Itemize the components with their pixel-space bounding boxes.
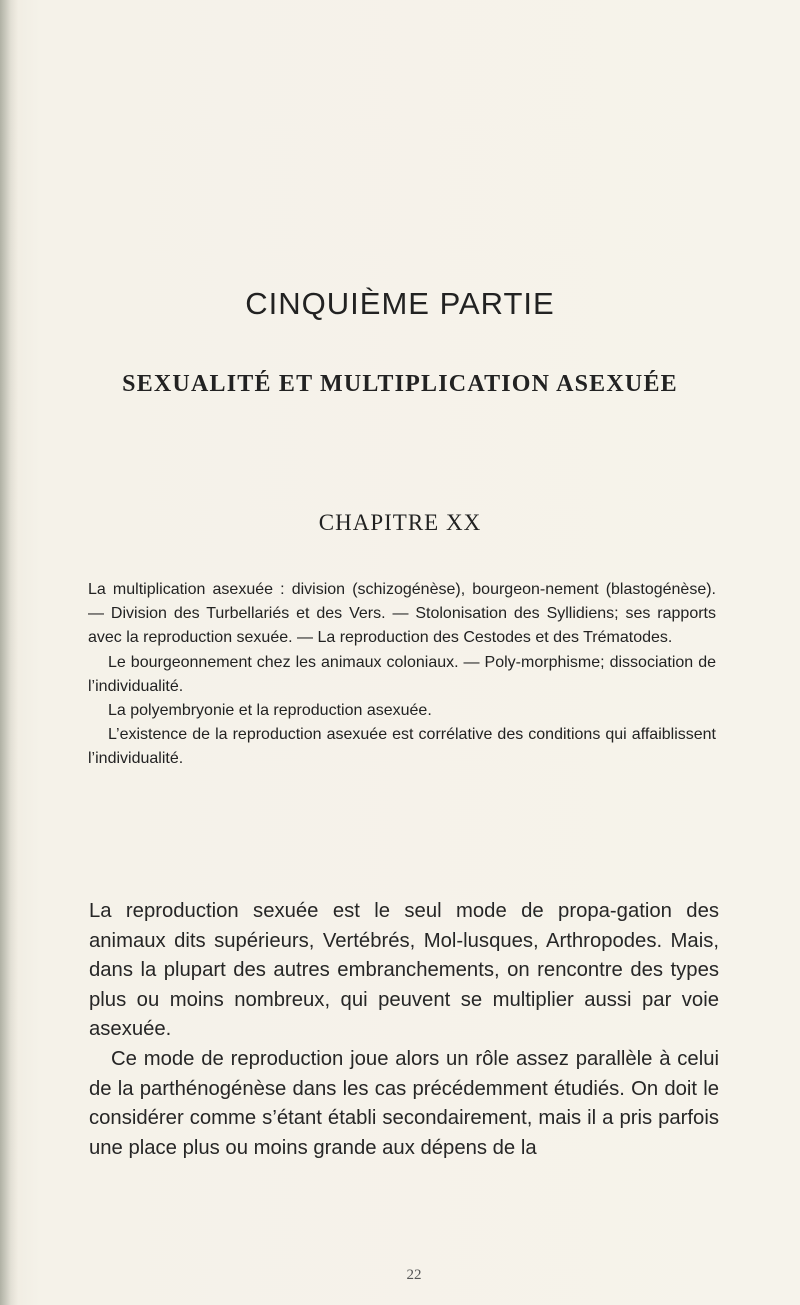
summary-paragraph: La multiplication asexuée : division (schizogénèse), bourgeon-nement (blastogénèse). — Division des Turbellariés et des Vers. — Stolonisation des Syllidiens; ses rapports avec la reproduction sexuée. — La reproduction des Cestodes et des Trématodes. — [88, 581, 716, 647]
body-text — [89, 897, 719, 1163]
part-title: SEXUALITÉ ET MULTIPLICATION ASEXUÉE — [122, 371, 678, 397]
body-paragraph: La reproduction sexuée est le seul mode de propa-gation des animaux dits supérieurs, Vertébrés, Mol-lusques, Arthropodes. Mais, dans la plupart des autres embranchements, on rencontre des types plus ou moins nombreux, qui peuvent se multiplier aussi par voie asexuée. — [89, 900, 719, 1041]
body-paragraph: Ce mode de reproduction joue alors un rôle assez parallèle à celui de la parthénogénèse dans les cas précédemment étudiés. On doit le considérer comme s’étant établi secondairement, mais il a pris parfois une place plus ou moins grande aux dépens de la — [89, 1047, 719, 1159]
chapter-heading: CHAPITRE XX — [318, 510, 482, 535]
part-heading: CINQUIÈME PARTIE — [245, 286, 555, 321]
page-binding-shadow — [0, 0, 18, 1305]
page-number: 22 — [406, 1267, 422, 1283]
summary-paragraph: Le bourgeonnement chez les animaux coloniaux. — Poly-morphisme; dissociation de l’individualité. — [88, 653, 716, 695]
summary-paragraph: L’existence de la reproduction asexuée est corrélative des conditions qui affaiblissent l’individualité. — [88, 726, 716, 768]
chapter-summary — [88, 578, 716, 772]
summary-paragraph: La polyembryonie et la reproduction asexuée. — [108, 702, 432, 720]
